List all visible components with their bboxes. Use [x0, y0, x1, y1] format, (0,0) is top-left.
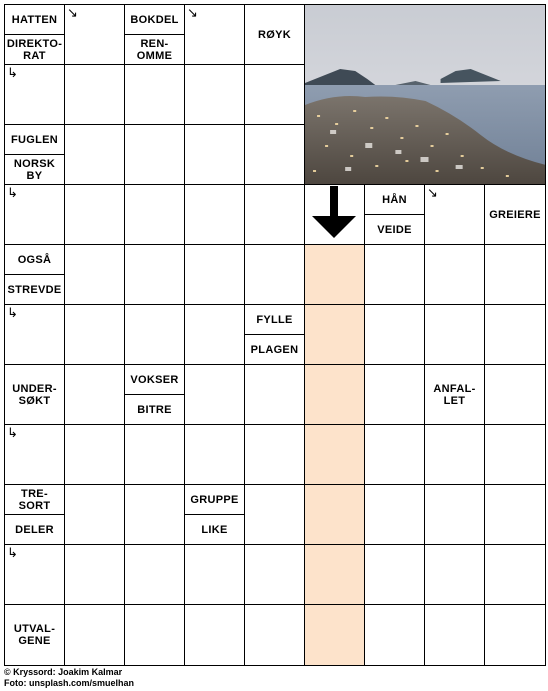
credits	[4, 667, 134, 689]
answer-cell[interactable]	[364, 244, 425, 305]
solution-cell[interactable]	[304, 364, 365, 425]
answer-cell[interactable]	[124, 64, 185, 125]
answer-cell[interactable]	[244, 544, 305, 605]
solution-cell[interactable]	[304, 244, 365, 305]
clue-direktorat: DIREKTO- RAT	[4, 34, 65, 65]
answer-cell[interactable]	[64, 424, 125, 485]
arrow-turn-down-icon: ↘	[427, 185, 438, 200]
down-arrow-icon	[304, 184, 364, 244]
clue-hatten: HATTEN	[4, 4, 65, 35]
answer-cell[interactable]	[364, 604, 425, 666]
clue-deler: DELER	[4, 514, 65, 545]
clue-greiere: GREIERE	[484, 184, 546, 245]
answer-cell[interactable]	[364, 304, 425, 365]
clue-undersokt: UNDER- SØKT	[4, 364, 65, 425]
answer-cell[interactable]	[124, 184, 185, 245]
answer-cell[interactable]	[64, 484, 125, 545]
solution-cell[interactable]	[304, 484, 365, 545]
clue-gruppe: GRUPPE	[184, 484, 245, 515]
clue-anfallet: ANFAL- LET	[424, 364, 485, 425]
clue-utvalgene: UTVAL- GENE	[4, 604, 65, 666]
clue-norsk_by: NORSK BY	[4, 154, 65, 185]
answer-cell[interactable]	[244, 124, 305, 185]
clue-strevde: STREVDE	[4, 274, 65, 305]
arrow-turn-right-icon: ↳	[7, 545, 18, 560]
answer-cell[interactable]	[424, 604, 485, 666]
answer-cell[interactable]	[64, 64, 125, 125]
answer-cell[interactable]	[484, 484, 546, 545]
answer-cell[interactable]	[124, 304, 185, 365]
solution-cell[interactable]	[304, 604, 365, 666]
clue-fylle: FYLLE	[244, 304, 305, 335]
answer-cell[interactable]	[244, 184, 305, 245]
answer-cell[interactable]	[124, 484, 185, 545]
answer-cell[interactable]	[64, 604, 125, 666]
answer-cell[interactable]	[484, 424, 546, 485]
answer-cell[interactable]	[244, 64, 305, 125]
answer-cell[interactable]	[484, 364, 546, 425]
arrow-turn-right-icon: ↳	[7, 65, 18, 80]
credit-photo: Foto: unsplash.com/smuelhan	[4, 678, 135, 688]
aerial-city-photo-icon	[304, 4, 546, 185]
answer-cell[interactable]	[484, 304, 546, 365]
answer-cell[interactable]	[124, 124, 185, 185]
answer-cell[interactable]	[424, 304, 485, 365]
clue-veide: VEIDE	[364, 214, 425, 245]
arrow-turn-down-icon: ↘	[187, 5, 198, 20]
clue-bitre: BITRE	[124, 394, 185, 425]
answer-cell[interactable]	[184, 544, 245, 605]
answer-cell[interactable]	[184, 184, 245, 245]
answer-cell[interactable]	[364, 544, 425, 605]
solution-cell[interactable]	[304, 424, 365, 485]
answer-cell[interactable]	[424, 244, 485, 305]
answer-cell[interactable]	[424, 424, 485, 485]
arrow-turn-right-icon: ↳	[7, 305, 18, 320]
answer-cell[interactable]	[244, 424, 305, 485]
arrow-turn-right-icon: ↳	[7, 425, 18, 440]
arrow-turn-right-icon: ↳	[7, 185, 18, 200]
answer-cell[interactable]	[364, 484, 425, 545]
answer-cell[interactable]	[64, 124, 125, 185]
answer-cell[interactable]	[244, 364, 305, 425]
answer-cell[interactable]	[364, 364, 425, 425]
clue-like: LIKE	[184, 514, 245, 545]
answer-cell[interactable]	[184, 124, 245, 185]
answer-cell[interactable]	[484, 544, 546, 605]
arrow-turn-down-icon: ↘	[67, 5, 78, 20]
answer-cell[interactable]	[184, 304, 245, 365]
answer-cell[interactable]	[64, 184, 125, 245]
answer-cell[interactable]	[424, 544, 485, 605]
answer-cell[interactable]	[244, 604, 305, 666]
answer-cell[interactable]	[64, 244, 125, 305]
clue-vokser: VOKSER	[124, 364, 185, 395]
credit-crossword: © Kryssord: Joakim Kalmar	[4, 667, 123, 677]
answer-cell[interactable]	[124, 244, 185, 305]
answer-cell[interactable]	[244, 244, 305, 305]
answer-cell[interactable]	[424, 484, 485, 545]
clue-renomme: REN- OMME	[124, 34, 185, 65]
solution-cell[interactable]	[304, 544, 365, 605]
answer-cell[interactable]	[244, 484, 305, 545]
answer-cell[interactable]	[184, 364, 245, 425]
crossword-grid	[4, 4, 545, 665]
answer-cell[interactable]	[124, 604, 185, 666]
answer-cell[interactable]	[484, 604, 546, 666]
answer-cell[interactable]	[124, 424, 185, 485]
answer-cell[interactable]	[64, 544, 125, 605]
clue-ogsa: OGSÅ	[4, 244, 65, 275]
clue-han: HÅN	[364, 184, 425, 215]
answer-cell[interactable]	[124, 544, 185, 605]
answer-cell[interactable]	[184, 604, 245, 666]
answer-cell[interactable]	[484, 244, 546, 305]
answer-cell[interactable]	[364, 424, 425, 485]
clue-fuglen: FUGLEN	[4, 124, 65, 155]
answer-cell[interactable]	[184, 244, 245, 305]
answer-cell[interactable]	[184, 424, 245, 485]
answer-cell[interactable]	[64, 304, 125, 365]
clue-tresort: TRE- SORT	[4, 484, 65, 515]
clue-royk: RØYK	[244, 4, 305, 65]
answer-cell[interactable]	[184, 64, 245, 125]
clue-bokdel: BOKDEL	[124, 4, 185, 35]
answer-cell[interactable]	[64, 364, 125, 425]
solution-cell[interactable]	[304, 304, 365, 365]
clue-plagen: PLAGEN	[244, 334, 305, 365]
